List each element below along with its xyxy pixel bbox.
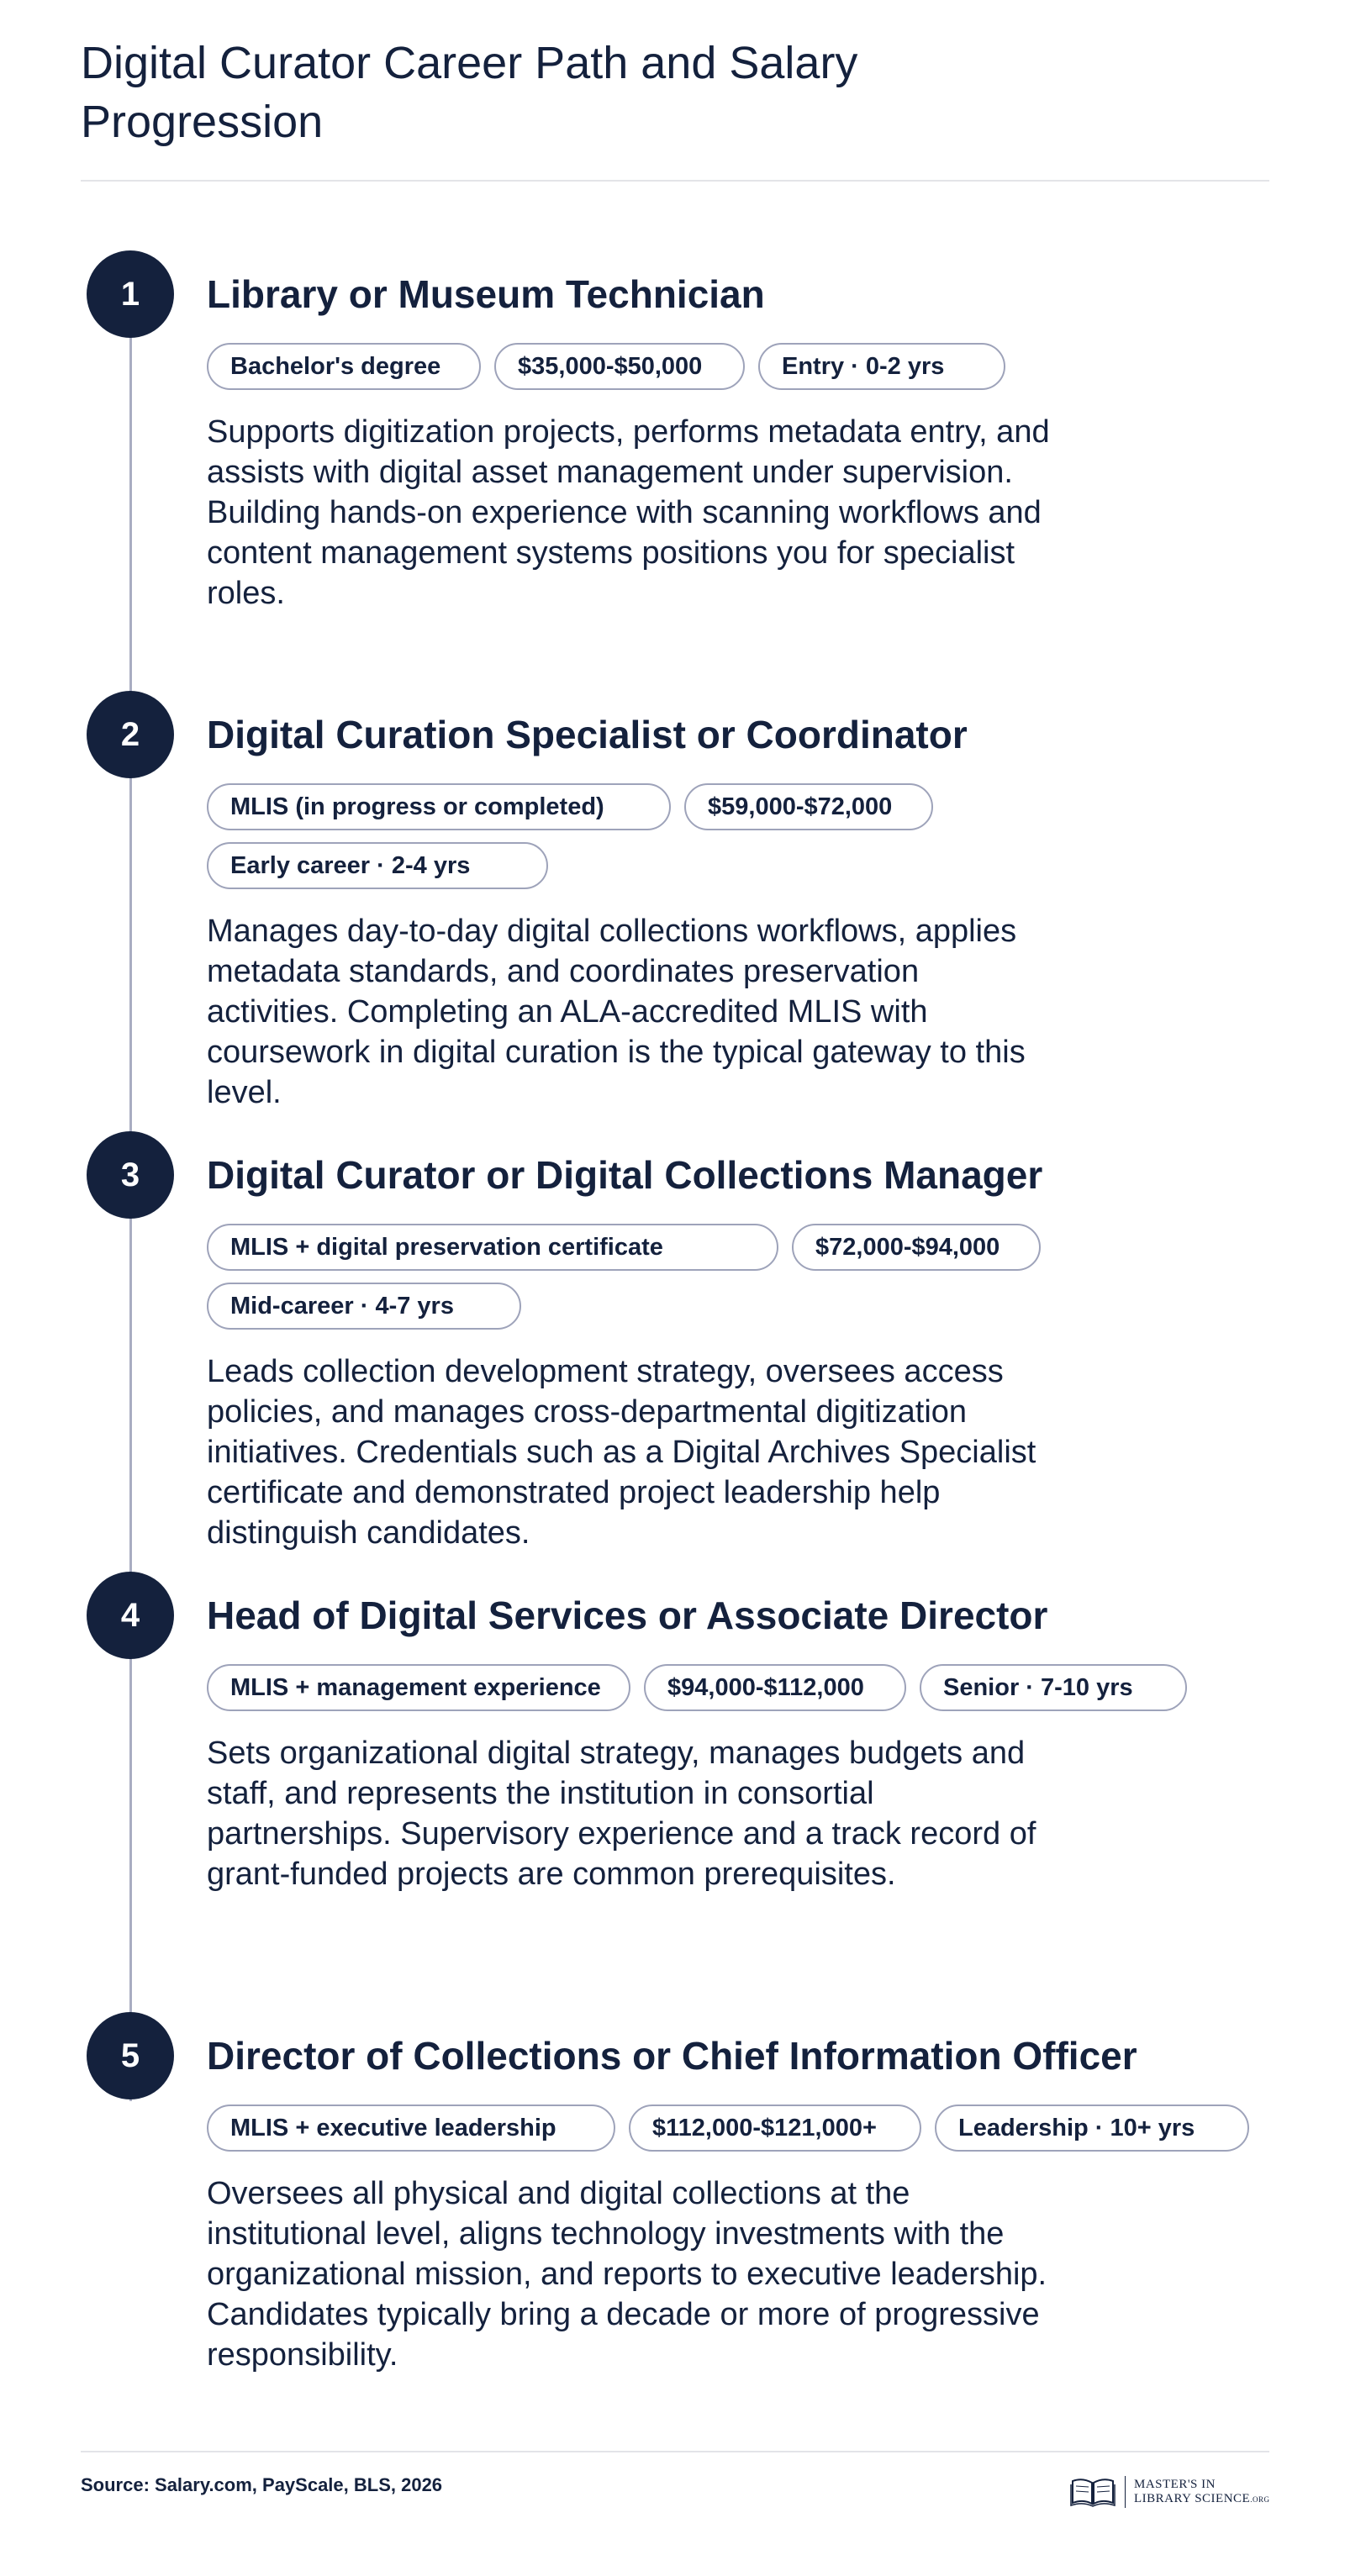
step-title: Head of Digital Services or Associate Director bbox=[207, 1594, 1048, 1637]
salary-pill: $35,000-$50,000 bbox=[494, 343, 745, 390]
step-title: Digital Curator or Digital Collections Manager bbox=[207, 1153, 1043, 1197]
salary-pill: $59,000-$72,000 bbox=[684, 783, 933, 830]
logo-wordmark bbox=[1134, 2478, 1269, 2507]
experience-pill: Senior · 7-10 yrs bbox=[920, 1664, 1187, 1711]
education-pill: MLIS (in progress or completed) bbox=[207, 783, 671, 830]
step-number-badge: 1 bbox=[87, 250, 174, 338]
step-number-badge: 5 bbox=[87, 2012, 174, 2099]
salary-pill: $94,000-$112,000 bbox=[644, 1664, 906, 1711]
logo-line-2: LIBRARY SCIENCE bbox=[1134, 2491, 1251, 2505]
experience-pill: Mid-career · 4-7 yrs bbox=[207, 1283, 521, 1330]
experience-pill: Entry · 0-2 yrs bbox=[758, 343, 1005, 390]
education-pill: Bachelor's degree bbox=[207, 343, 481, 390]
experience-pill: Leadership · 10+ yrs bbox=[935, 2105, 1249, 2152]
open-book-icon bbox=[1069, 2476, 1116, 2508]
step-title: Director of Collections or Chief Information Officer bbox=[207, 2034, 1137, 2078]
footer-divider bbox=[81, 2451, 1269, 2452]
page-title: Digital Curator Career Path and Salary Progression bbox=[81, 38, 858, 147]
education-pill: MLIS + management experience bbox=[207, 1664, 630, 1711]
step-description: Manages day-to-day digital collections workflows, applies metadata standards, and coordinates preservation activities. Completing an ALA-accredited MLIS with coursework in digital curation is the typical gateway to this level. bbox=[207, 914, 1026, 1110]
step-description: Oversees all physical and digital collections at the institutional level, aligns technology investments with the organizational mission, and reports to executive leadership. Candidates typically bring a decade or more of progressive responsibility. bbox=[207, 2176, 1047, 2373]
step-title: Library or Museum Technician bbox=[207, 272, 765, 316]
step-number-badge: 2 bbox=[87, 691, 174, 778]
logo-line-1: MASTER'S IN bbox=[1134, 2477, 1216, 2491]
step-title: Digital Curation Specialist or Coordinator bbox=[207, 713, 968, 756]
step-number-badge: 4 bbox=[87, 1572, 174, 1659]
education-pill: MLIS + digital preservation certificate bbox=[207, 1224, 778, 1271]
source-citation: Source: Salary.com, PayScale, BLS, 2026 bbox=[81, 2474, 443, 2495]
step-description: Leads collection development strategy, oversees access policies, and manages cross-departmental digitization initiatives. Credentials such as a Digital Archives Specialist certificate and demonstrated project leadership help distinguish candidates. bbox=[207, 1354, 1036, 1551]
education-pill: MLIS + executive leadership bbox=[207, 2105, 615, 2152]
experience-pill: Early career · 2-4 yrs bbox=[207, 842, 548, 889]
header-divider bbox=[81, 180, 1269, 182]
site-logo bbox=[1069, 2476, 1269, 2508]
step-description: Sets organizational digital strategy, manages budgets and staff, and represents the institution in consortial partnerships. Supervisory experience and a track record of grant-funded projects are common prerequisites. bbox=[207, 1736, 1036, 1892]
step-description: Supports digitization projects, performs metadata entry, and assists with digital asset management under supervision. Building hands-on experience with scanning workflows and content management systems positions you for specialist roles. bbox=[207, 414, 1050, 611]
step-number-badge: 3 bbox=[87, 1131, 174, 1219]
salary-pill: $112,000-$121,000+ bbox=[629, 2105, 921, 2152]
logo-divider bbox=[1125, 2476, 1126, 2508]
logo-suffix: .ORG bbox=[1250, 2494, 1270, 2504]
salary-pill: $72,000-$94,000 bbox=[792, 1224, 1041, 1271]
